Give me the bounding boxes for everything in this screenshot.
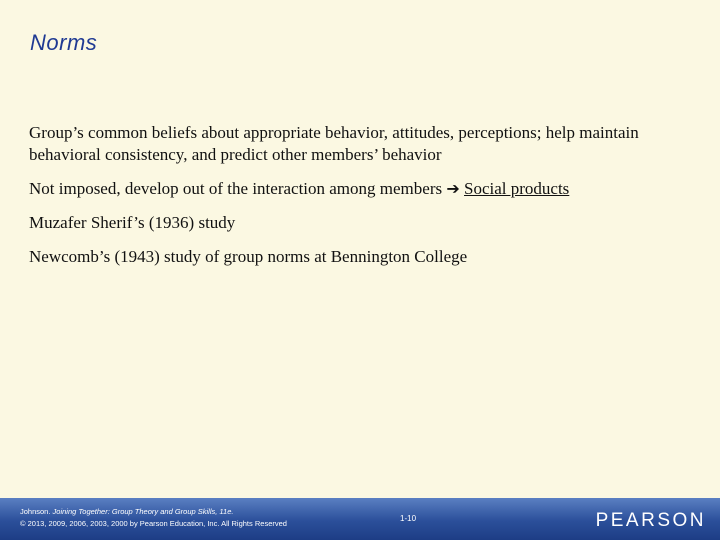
bullet-item-definition: Group’s common beliefs about appropriate behavior, attitudes, perceptions; help maintain behavioral consistency, and predict other members’ behavior <box>29 123 639 164</box>
bullet-item-sherif: Muzafer Sherif’s (1936) study <box>29 213 236 232</box>
bullet-item-social-products <box>29 178 689 200</box>
footer-bar <box>0 498 720 540</box>
citation-book-title: Joining Together: Group Theory and Group Skills, 11e. <box>52 507 234 516</box>
citation-line <box>20 506 287 518</box>
bullet-item-newcomb: Newcomb’s (1943) study of group norms at Bennington College <box>29 247 468 266</box>
citation-author: Johnson. <box>20 507 53 516</box>
arrow-right-icon: ➔ <box>446 179 460 198</box>
slide-title: Norms <box>30 30 98 55</box>
page-number: 1-10 <box>400 514 417 523</box>
pearson-logo: PEARSON <box>595 510 706 531</box>
bullet-list <box>29 122 689 280</box>
copyright-text: © 2013, 2009, 2006, 2003, 2000 by Pearson Education, Inc. All Rights Reserved <box>20 519 287 528</box>
footer-citation <box>20 506 287 530</box>
social-products-link[interactable]: Social products <box>464 179 570 198</box>
bullet-text: Not imposed, develop out of the interaction among members <box>29 179 447 198</box>
